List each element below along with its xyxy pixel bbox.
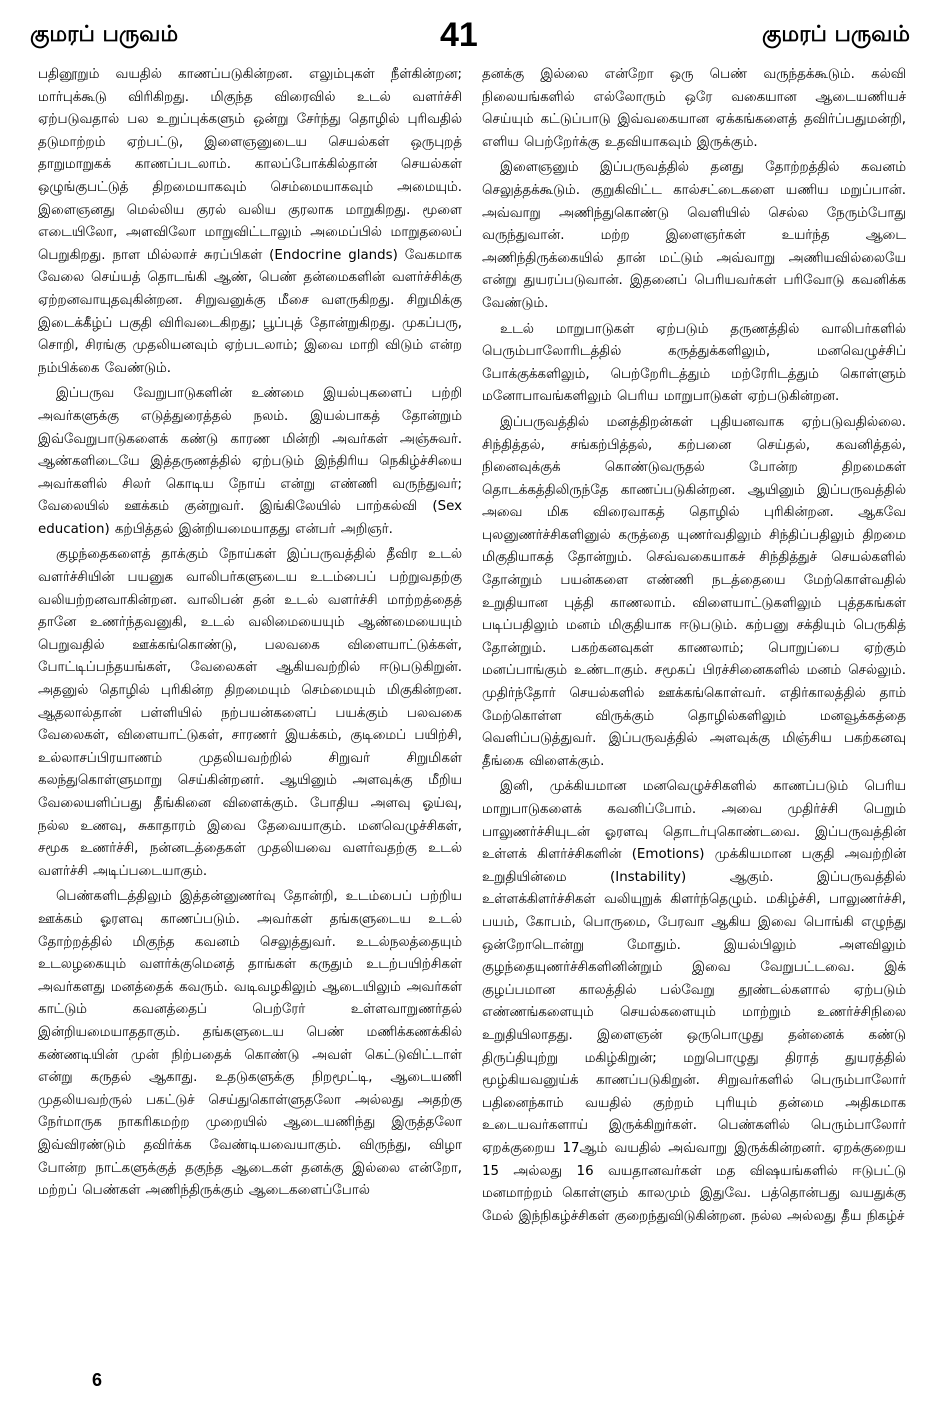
paragraph: இப்பருவ வேறுபாடுகளின் உண்மை இயல்புகளைப் பற்றி அவர்களுக்கு எடுத்துரைத்தல் நலம். இயல்பாகத் தோன்றும் இவ்வேறுபாடுகளைக் கண்டு காரண மின்றி அவர்கள் அஞ்சுவர். ஆண்களிடையே இத்தருணத்தில் ஏற்படும் இந்திரிய நெகிழ்ச்சியை அவர்களில் சிலர் கொடிய நோய் என்று எண்ணி வருந்துவர்; வேலையில் ஊக்கம் குன்றுவர். இங்கிலேயில் பாற்கல்வி (Sex education) கற்பித்தல் இன்றியமையாதது என்பர் அறிஞர். — [38, 386, 462, 537]
paragraph: பதினூறும் வயதில் காணப்படுகின்றன. எலும்புகள் நீள்கின்றன; மார்புக்கூடு விரிகிறது. மிகுந்த விரைவில் உடல் வளர்ச்சி ஏற்படுவதால் பல உறுப்புக்களும் ஒன்று சேர்ந்து தொழில் புரிவதில் தடுமாற்றம் ஏற்பட்டு, இளைஞனுடைய செயல்கள் ஒருபுறத் தாறுமாறுகக் காணப்படலாம். காலப்போக்கில்தான் செயல்கள் ஒழுங்குபட்டுத் திறமையாகவும் செம்மையாகவும் அமையும். இளைஞனது மெல்லிய குரல் வலிய குரலாக மாறுகிறது. மூளை எடையிலோ, அளவிலோ மாறுவிட்டாலும் அமைப்பில் மாறுதலைப் பெறுகிறது. நாள மில்லாச் சுரப்பிகள் (Endocrine glands) வேகமாக வேலை செய்யத் தொடங்கி ஆண், பெண் தன்மைகளின் வளர்ச்சிக்கு ஏற்றனவாயுதவுகின்றன. சிறுவனுக்கு மீசை வளருகிறது. சிறுமிக்கு இடைக்கீழ்ப் பகுதி விரிவடைகிறது; பூப்புத் தோன்றுகிறது. முகப்பரு, சொறி, சிரங்கு முதலியனவும் ஏற்படலாம்; இவை மாறி விடும் என்ற நம்பிக்கை வேண்டும். — [38, 67, 462, 376]
paragraph: இனி, முக்கியமான மனவெழுச்சிகளில் காணப்படும் பெரிய மாறுபாடுகளைக் கவனிப்போம். அவை முதிர்ச்சி பெறும் பாலுணர்ச்சியுடன் ஓரளவு தொடர்புகொண்டவை. இப்பருவத்தின் உள்ளக் கிளர்ச்சிகளின் (Emotions) முக்கியமான பகுதி அவற்றின் உறுதியின்மை (Instability) ஆகும். இப்பருவத்தில் உள்ளக்கிளர்ச்சிகள் வலியுறுக் கிளர்ந்தெழும். மகிழ்ச்சி, பாலுணர்ச்சி, பயம், கோபம், பொருமை, பேரவா ஆகிய இவை பொங்கி எழுந்து ஒன்றோடொன்று மோதும். இயல்பிலும் அளவிலும் குழந்தையுணர்ச்சிகளினின்றும் இவை வேறுபட்டவை. இக் குழப்பமான காலத்தில் பல்வேறு தூண்டல்களால் ஏற்படும் எண்ணங்களையும் செயல்களையும் மாற்றும் உணர்ச்சிநிலை உறுதியிலாதது. இளைஞன் ஒருபொழுது தன்னைக் கண்டு திருப்தியுற்று மகிழ்கிறுன்; மறுபொழுது திராத் துயரத்தில் மூழ்கியவனுய்க் காணப்படுகிறுன். சிறுவர்களில் பெரும்பாலோர் பதினைந்காம் வயதில் குற்றம் புரியும் தன்மை அதிகமாக உடையவர்களாய் இருக்கிறுர்கள். பெண்களில் பெரும்பாலோர் ஏறக்குறைய 17ஆம் வயதில் அவ்வாறு இருக்கின்றனர். ஏறக்குறைய 15 அல்லது 16 வயதானவர்கள் மத விஷயங்களில் ஈடுபட்டு மனமாற்றம் கொள்ளும் காலமும் இதுவே. பத்தொன்பது வயதுக்கு மேல் இந்நிகழ்ச்சிகள் குறைந்துவிடுகின்றன. நல்ல அல்லது தீய நிகழ்ச் — [482, 779, 906, 1224]
left-column — [38, 64, 462, 1364]
paragraph: தனக்கு இல்லை என்றோ ஒரு பெண் வருந்தக்கூடும். கல்வி நிலையங்களில் எல்லோரும் ஒரே வகையான ஆடையணியச் செய்யும் கட்டுப்பாடு இவ்வகையான ஏக்கங்களைத் தவிர்ப்பதுமன்றி, எளிய பெற்றேர்க்கு உதவியாகவும் இருக்கும். — [482, 67, 906, 150]
paragraph: உடல் மாறுபாடுகள் ஏற்படும் தருணத்தில் வாலிபர்களில் பெரும்பாலோரிடத்தில் கருத்துக்களிலும், மனவெழுச்சிப் போக்குக்களிலும், பெற்றேரிடத்தும் மற்ரேரிடத்தும் கொள்ளும் மனோபாவங்களிலும் பெரிய மாறுபாடுகள் ஏற்படுகின்றன. — [482, 321, 906, 405]
paragraph: இளைஞனும் இப்பருவத்தில் தனது தோற்றத்தில் கவனம் செலுத்தக்கூடும். குறுகிவிட்ட கால்சட்டைகளை யணிய மறுப்பான். அவ்வாறு அணிந்துகொண்டு வெளியில் செல்ல நேரும்போது வருந்துவான். மற்ற இளைஞர்கள் உயர்ந்த ஆடை அணிந்திருக்கையில் தான் மட்டும் அவ்வாறு அணியவில்லையே என்று துயரப்படுவான். இதனைப் பெரியவர்கள் பரிவோடு கவனிக்க வேண்டும். — [482, 160, 906, 311]
right-column — [482, 64, 906, 1364]
page-header — [0, 0, 940, 64]
paragraph: பெண்களிடத்திலும் இத்தன்னுணர்வு தோன்றி, உடம்பைப் பற்றிய ஊக்கம் ஓரளவு காணப்படும். அவர்கள் தங்களுடைய உடல் தோற்றத்தில் மிகுந்த கவனம் செலுத்துவர். உடல்நலத்தையும் உடலழகையும் வளர்க்குமெனத் தாங்கள் கருதும் உடற்பயிற்சிகள் அவர்களது மனத்தைக் கவரும். வடிவழகிலும் ஆடையிலும் அவர்கள் காட்டும் கவனத்தைப் பெற்ரேர் உள்ளவாறுணர்தல் இன்றியமையாததாகும். தங்களுடைய பெண் மணிக்கணக்கில் கண்ணடியின் முன் நிற்பதைக் கொண்டு அவள் கெட்டுவிட்டாள் என்று கருதல் ஆகாது. உதடுகளுக்கு நிறமூட்டி, ஆடையணி முதலியவற்ருல் பகட்டுச் செய்துகொள்ளுதலோ அல்லது அதற்கு நேர்மாருக நாகரிகமற்ற முறையில் ஆடையணிந்து இருத்தலோ இவ்விரண்டும் தவிர்க்க வேண்டியவையாகும். விருந்து, விழா போன்ற நாட்களுக்குத் தகுந்த ஆடைகள் தனக்கு இல்லை என்றோ, மற்றப் பெண்கள் அணிந்திருக்கும் ஆடைகளைப்போல் — [38, 889, 462, 1199]
page-number-footer: 6 — [92, 1370, 103, 1390]
running-title-right: குமரப் பருவம் — [761, 22, 910, 47]
paragraph: இப்பருவத்தில் மனத்திறன்கள் புதியனவாக ஏற்படுவதில்லை. சிந்தித்தல், சங்கற்பித்தல், கற்பனை செய்தல், கவனித்தல், நினைவுக்குக் கொண்டுவருதல் போன்ற திறமைகள் தொடக்கத்திலிருந்தே காணப்படுகின்றன. ஆயினும் இப்பருவத்தில் அவை மிக விரைவாகத் தொழில் புரிகின்றன. ஆகவே புலனுணர்ச்சிகளினுல் கருத்தை யுணர்வதிலும் சிந்திப்பதிலும் திறமை மிகுதியாகத் தோன்றும். செவ்வகையாகச் சிந்தித்துச் செயல்களில் தோன்றும் பயன்களை எண்ணி நடத்தையை மேற்கொள்வதில் உறுதியான புத்தி காணலாம். விளையாட்டுகளிலும் புத்தகங்கள் படிப்பதிலும் மனம் மிகுதியாக ஈடுபடும். கற்பனு சக்தியும் பெருகித் தோன்றும். பகற்கனவுகள் காணலாம்; பொறுப்பை ஏற்கும் மனப்பாங்கும் உண்டாகும். சமூகப் பிரச்சினைகளில் மனம் செல்லும். முதிர்ந்தோர் செயல்களில் ஊக்கங்கொள்வர். எதிர்காலத்தில் தாம் மேற்கொள்ள விருக்கும் தொழில்களிலும் மனவூக்கத்தை வெளிப்படுத்துவர். இப்பருவத்தில் அளவுக்கு மிஞ்சிய பகற்கனவு தீங்கை விளைக்கும். — [482, 414, 906, 769]
page-number-top: 41 — [440, 16, 478, 54]
running-title-left: குமரப் பருவம் — [30, 22, 179, 47]
paragraph: குழந்தைகளைத் தாக்கும் நோய்கள் இப்பருவத்தில் தீவிர உடல் வளர்ச்சியின் பயனுக வாலிபர்களுடைய உடம்பைப் பற்றுவதற்கு வலியற்றனவாகின்றன. வாலிபன் தன் உடல் வளர்ச்சி மாற்றத்தைத் தானே உணர்ந்தவனுகி, உடல் வலிமையையும் ஆண்மையையும் பெறுவதில் ஊக்கங்கொண்டு, பலவகை விளையாட்டுக்கள், போட்டிப்பந்தயங்கள், வேலைகள் ஆகியவற்றில் ஈடுபடுகிறுன். அதனுல் தொழில் புரிகின்ற திறமையும் செம்மையும் மிகுகின்றன. ஆதலால்தான் பள்ளியில் நற்பயன்களைப் பயக்கும் பலவகை வேலைகள், விளையாட்டுகள், சாரணர் இயக்கம், குடிமைப் பயிற்சி, உல்லாசப்பிரயாணம் முதலியவற்றில் சிறுவர் சிறுமிகள் கலந்துகொள்ளுமாறு செய்கின்றனர். ஆயினும் அளவுக்கு மீறிய வேலையளிப்பது தீங்கினை விளைக்கும். போதிய அளவு ஓய்வு, நல்ல உணவு, சுகாதாரம் இவை தேவையாகும். மனவெழுச்சிகள், சமூக உணர்ச்சி, நன்னடத்தைகள் முதலியவை வளர்வதற்கு உடல் வளர்ச்சி அடிப்படையாகும். — [38, 547, 462, 879]
